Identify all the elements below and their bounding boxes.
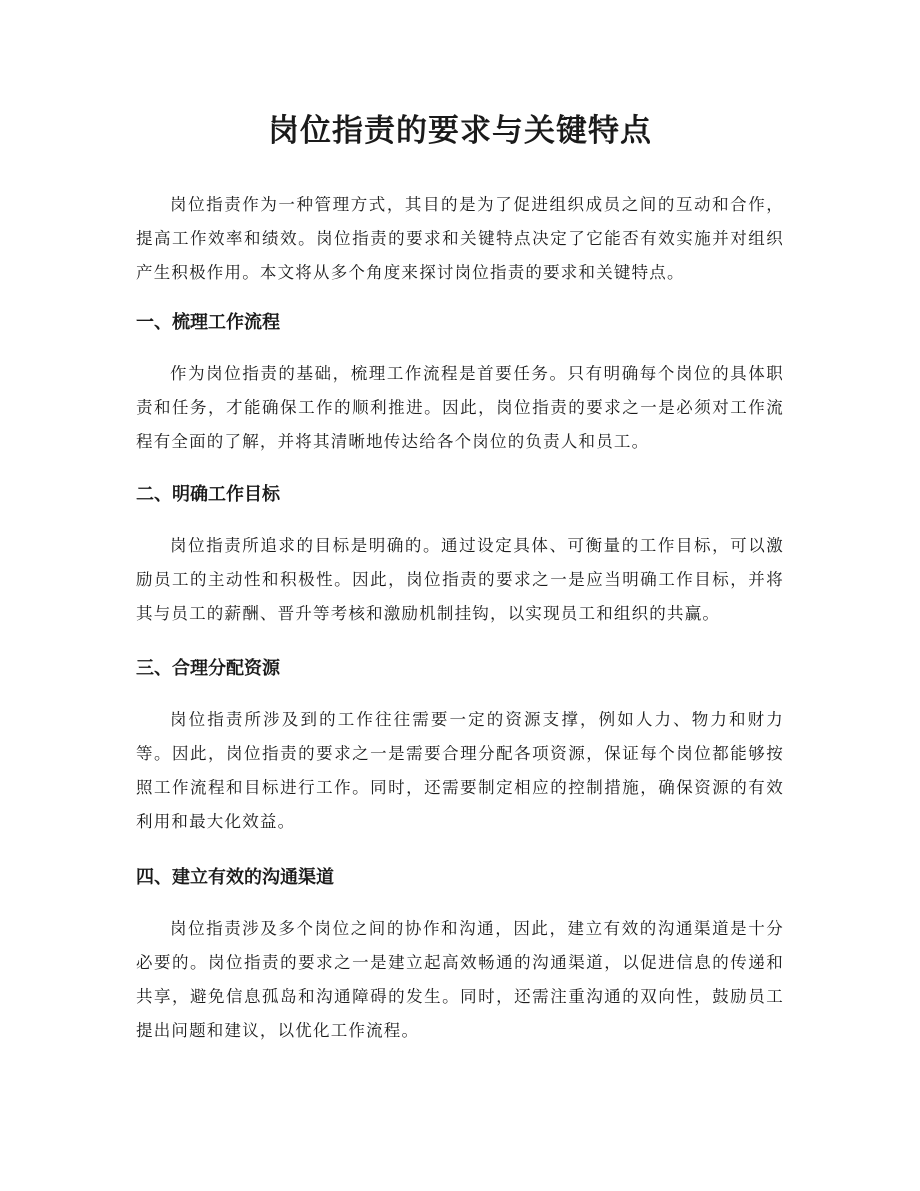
section-heading-2: 二、明确工作目标 [136, 484, 280, 505]
section-body-4: 岗位指责涉及多个岗位之间的协作和沟通，因此，建立有效的沟通渠道是十分必要的。岗位指责的要求之一是建立起高效畅通的沟通渠道，以促进信息的传递和共享，避免信息孤岛和沟通障碍的发生。同时，还需注重沟通的双向性，鼓励员工提出问题和建议，以优化工作流程。 [136, 919, 784, 1040]
section-body-2: 岗位指责所追求的目标是明确的。通过设定具体、可衡量的工作目标，可以激励员工的主动性和积极性。因此，岗位指责的要求之一是应当明确工作目标，并将其与员工的薪酬、晋升等考核和激励机制挂钩，以实现员工和组织的共赢。 [136, 536, 784, 623]
section-body-1: 作为岗位指责的基础，梳理工作流程是首要任务。只有明确每个岗位的具体职责和任务，才能确保工作的顺利推进。因此，岗位指责的要求之一是必须对工作流程有全面的了解，并将其清晰地传达给各个岗位的负责人和员工。 [136, 364, 784, 451]
intro-paragraph: 岗位指责作为一种管理方式，其目的是为了促进组织成员之间的互动和合作，提高工作效率和绩效。岗位指责的要求和关键特点决定了它能否有效实施并对组织产生积极作用。本文将从多个角度来探讨岗位指责的要求和关键特点。 [136, 195, 784, 282]
section-body-3: 岗位指责所涉及到的工作往往需要一定的资源支撑，例如人力、物力和财力等。因此，岗位指责的要求之一是需要合理分配各项资源，保证每个岗位都能够按照工作流程和目标进行工作。同时，还需要制定相应的控制措施，确保资源的有效利用和最大化效益。 [136, 710, 784, 831]
section-heading-4: 四、建立有效的沟通渠道 [136, 867, 334, 888]
section-heading-1: 一、梳理工作流程 [136, 312, 280, 333]
page-title: 岗位指责的要求与关键特点 [268, 113, 652, 149]
section-heading-3: 三、合理分配资源 [136, 658, 280, 679]
